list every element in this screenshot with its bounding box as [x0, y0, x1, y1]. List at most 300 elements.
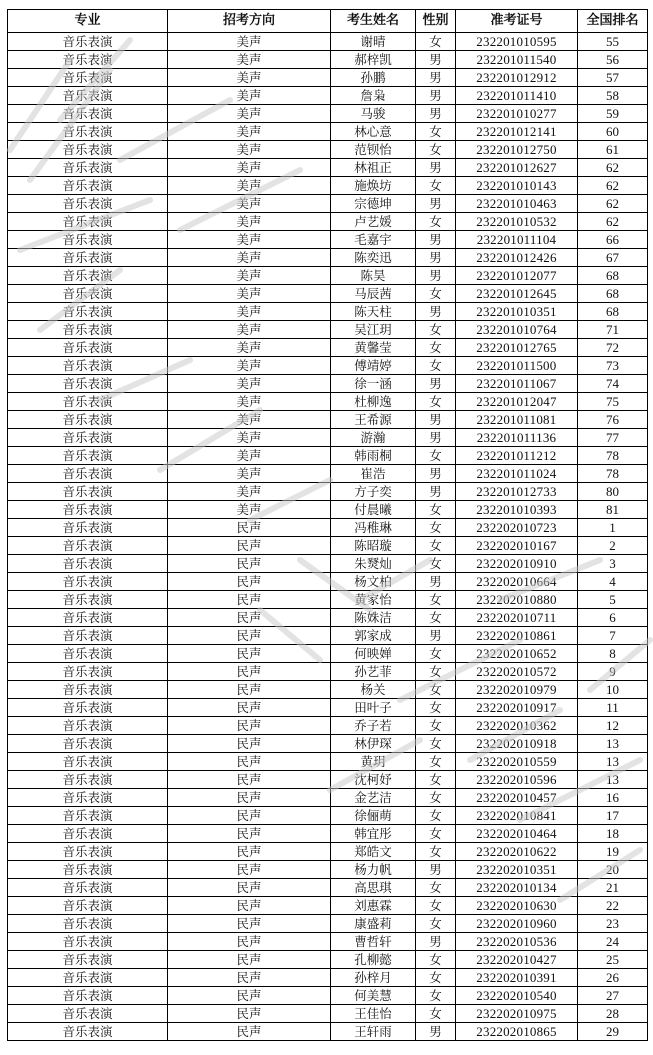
cell-major: 音乐表演: [8, 519, 168, 537]
cell-national-rank: 73: [578, 357, 648, 375]
cell-gender: 男: [416, 51, 456, 69]
cell-major: 音乐表演: [8, 789, 168, 807]
cell-exam-number: 232202010362: [456, 717, 578, 735]
cell-exam-number: 232202010652: [456, 645, 578, 663]
cell-gender: 男: [416, 69, 456, 87]
cell-direction: 民声: [168, 969, 331, 987]
table-row: [8, 159, 648, 177]
cell-student-name: 金艺洁: [331, 789, 416, 807]
cell-student-name: 康盛莉: [331, 915, 416, 933]
cell-gender: 女: [416, 447, 456, 465]
cell-student-name: 杨文柏: [331, 573, 416, 591]
cell-national-rank: 20: [578, 861, 648, 879]
table-row: [8, 699, 648, 717]
cell-major: 音乐表演: [8, 159, 168, 177]
cell-major: 音乐表演: [8, 699, 168, 717]
table-row: [8, 681, 648, 699]
cell-major: 音乐表演: [8, 231, 168, 249]
cell-student-name: 黄馨莹: [331, 339, 416, 357]
cell-gender: 女: [416, 177, 456, 195]
cell-major: 音乐表演: [8, 987, 168, 1005]
cell-national-rank: 4: [578, 573, 648, 591]
cell-national-rank: 68: [578, 303, 648, 321]
cell-gender: 女: [416, 681, 456, 699]
cell-national-rank: 8: [578, 645, 648, 663]
cell-major: 音乐表演: [8, 357, 168, 375]
cell-major: 音乐表演: [8, 141, 168, 159]
cell-exam-number: 232202010979: [456, 681, 578, 699]
cell-direction: 美声: [168, 51, 331, 69]
cell-direction: 民声: [168, 663, 331, 681]
cell-student-name: 林祖正: [331, 159, 416, 177]
cell-exam-number: 232201012426: [456, 249, 578, 267]
cell-exam-number: 232202010427: [456, 951, 578, 969]
cell-major: 音乐表演: [8, 411, 168, 429]
cell-student-name: 游瀚: [331, 429, 416, 447]
cell-gender: 女: [416, 123, 456, 141]
cell-gender: 男: [416, 303, 456, 321]
cell-major: 音乐表演: [8, 735, 168, 753]
table-row: [8, 231, 648, 249]
cell-student-name: 毛嘉宇: [331, 231, 416, 249]
cell-national-rank: 13: [578, 753, 648, 771]
table-row: [8, 735, 648, 753]
table-row: [8, 573, 648, 591]
cell-exam-number: 232202010865: [456, 1023, 578, 1041]
cell-exam-number: 232202010918: [456, 735, 578, 753]
cell-direction: 美声: [168, 231, 331, 249]
cell-national-rank: 62: [578, 213, 648, 231]
table-body: [8, 33, 648, 1041]
table-row: [8, 1023, 648, 1041]
table-row: [8, 285, 648, 303]
cell-student-name: 韩雨桐: [331, 447, 416, 465]
cell-major: 音乐表演: [8, 627, 168, 645]
cell-direction: 民声: [168, 681, 331, 699]
cell-major: 音乐表演: [8, 807, 168, 825]
cell-exam-number: 232202010910: [456, 555, 578, 573]
cell-major: 音乐表演: [8, 933, 168, 951]
cell-gender: 女: [416, 141, 456, 159]
table-row: [8, 429, 648, 447]
header-direction: 招考方向: [168, 10, 331, 33]
cell-student-name: 吴江玥: [331, 321, 416, 339]
header-exam-number: 准考证号: [456, 10, 578, 33]
cell-major: 音乐表演: [8, 663, 168, 681]
cell-national-rank: 62: [578, 177, 648, 195]
table-row: [8, 519, 648, 537]
cell-major: 音乐表演: [8, 573, 168, 591]
cell-exam-number: 232201011104: [456, 231, 578, 249]
cell-direction: 美声: [168, 339, 331, 357]
cell-direction: 美声: [168, 483, 331, 501]
cell-major: 音乐表演: [8, 123, 168, 141]
cell-national-rank: 29: [578, 1023, 648, 1041]
cell-exam-number: 232201010277: [456, 105, 578, 123]
cell-national-rank: 16: [578, 789, 648, 807]
cell-major: 音乐表演: [8, 753, 168, 771]
cell-direction: 民声: [168, 879, 331, 897]
cell-gender: 男: [416, 1023, 456, 1041]
cell-gender: 女: [416, 987, 456, 1005]
cell-direction: 美声: [168, 87, 331, 105]
cell-student-name: 郝梓凯: [331, 51, 416, 69]
cell-direction: 民声: [168, 609, 331, 627]
cell-student-name: 沈柯妤: [331, 771, 416, 789]
ranking-table: [7, 9, 648, 1041]
cell-gender: 女: [416, 699, 456, 717]
cell-gender: 男: [416, 375, 456, 393]
cell-national-rank: 71: [578, 321, 648, 339]
cell-major: 音乐表演: [8, 321, 168, 339]
cell-national-rank: 27: [578, 987, 648, 1005]
cell-student-name: 何映婵: [331, 645, 416, 663]
cell-exam-number: 232202010975: [456, 1005, 578, 1023]
table-row: [8, 177, 648, 195]
table-row: [8, 879, 648, 897]
cell-national-rank: 11: [578, 699, 648, 717]
cell-student-name: 林心意: [331, 123, 416, 141]
cell-direction: 美声: [168, 69, 331, 87]
cell-gender: 女: [416, 393, 456, 411]
cell-national-rank: 68: [578, 267, 648, 285]
cell-gender: 女: [416, 735, 456, 753]
cell-student-name: 黄家怡: [331, 591, 416, 609]
cell-national-rank: 23: [578, 915, 648, 933]
cell-gender: 女: [416, 519, 456, 537]
cell-student-name: 孙艺菲: [331, 663, 416, 681]
cell-exam-number: 232201011024: [456, 465, 578, 483]
cell-major: 音乐表演: [8, 69, 168, 87]
cell-gender: 女: [416, 285, 456, 303]
cell-gender: 男: [416, 573, 456, 591]
cell-exam-number: 232201011500: [456, 357, 578, 375]
cell-exam-number: 232202010464: [456, 825, 578, 843]
cell-major: 音乐表演: [8, 393, 168, 411]
table-row: [8, 465, 648, 483]
table-row: [8, 195, 648, 213]
cell-national-rank: 5: [578, 591, 648, 609]
table-row: [8, 717, 648, 735]
cell-major: 音乐表演: [8, 105, 168, 123]
cell-national-rank: 22: [578, 897, 648, 915]
header-name: 考生姓名: [331, 10, 416, 33]
cell-gender: 男: [416, 411, 456, 429]
cell-national-rank: 13: [578, 771, 648, 789]
cell-student-name: 杜柳逸: [331, 393, 416, 411]
cell-student-name: 刘惠霖: [331, 897, 416, 915]
table-row: [8, 897, 648, 915]
cell-student-name: 徐俪萌: [331, 807, 416, 825]
cell-major: 音乐表演: [8, 501, 168, 519]
header-major: 专业: [8, 10, 168, 33]
cell-major: 音乐表演: [8, 681, 168, 699]
cell-national-rank: 78: [578, 447, 648, 465]
cell-exam-number: 232201010595: [456, 33, 578, 51]
cell-gender: 男: [416, 195, 456, 213]
cell-direction: 美声: [168, 123, 331, 141]
cell-major: 音乐表演: [8, 609, 168, 627]
cell-national-rank: 19: [578, 843, 648, 861]
cell-student-name: 曹哲轩: [331, 933, 416, 951]
table-row: [8, 753, 648, 771]
cell-student-name: 郭家成: [331, 627, 416, 645]
cell-major: 音乐表演: [8, 969, 168, 987]
table-row: [8, 375, 648, 393]
cell-national-rank: 18: [578, 825, 648, 843]
cell-exam-number: 232201012627: [456, 159, 578, 177]
cell-direction: 民声: [168, 771, 331, 789]
cell-exam-number: 232202010351: [456, 861, 578, 879]
table-row: [8, 555, 648, 573]
table-row: [8, 357, 648, 375]
table-row: [8, 537, 648, 555]
cell-direction: 美声: [168, 465, 331, 483]
table-row: [8, 321, 648, 339]
cell-direction: 民声: [168, 645, 331, 663]
cell-national-rank: 1: [578, 519, 648, 537]
cell-major: 音乐表演: [8, 771, 168, 789]
cell-student-name: 陈昊: [331, 267, 416, 285]
cell-exam-number: 232202010841: [456, 807, 578, 825]
cell-major: 音乐表演: [8, 879, 168, 897]
cell-exam-number: 232202010559: [456, 753, 578, 771]
cell-major: 音乐表演: [8, 465, 168, 483]
cell-direction: 美声: [168, 411, 331, 429]
table-row: [8, 645, 648, 663]
cell-student-name: 谢晴: [331, 33, 416, 51]
cell-exam-number: 232201010764: [456, 321, 578, 339]
cell-major: 音乐表演: [8, 825, 168, 843]
table-row: [8, 141, 648, 159]
cell-gender: 女: [416, 825, 456, 843]
cell-direction: 美声: [168, 285, 331, 303]
cell-major: 音乐表演: [8, 1023, 168, 1041]
cell-major: 音乐表演: [8, 249, 168, 267]
cell-national-rank: 66: [578, 231, 648, 249]
cell-direction: 民声: [168, 627, 331, 645]
cell-major: 音乐表演: [8, 285, 168, 303]
cell-national-rank: 25: [578, 951, 648, 969]
cell-major: 音乐表演: [8, 897, 168, 915]
cell-gender: 女: [416, 1005, 456, 1023]
cell-major: 音乐表演: [8, 483, 168, 501]
cell-exam-number: 232202010917: [456, 699, 578, 717]
cell-exam-number: 232201012733: [456, 483, 578, 501]
cell-direction: 民声: [168, 735, 331, 753]
cell-direction: 民声: [168, 933, 331, 951]
cell-student-name: 方子奕: [331, 483, 416, 501]
cell-national-rank: 62: [578, 159, 648, 177]
cell-gender: 男: [416, 483, 456, 501]
cell-direction: 民声: [168, 591, 331, 609]
cell-student-name: 王轩雨: [331, 1023, 416, 1041]
cell-direction: 美声: [168, 501, 331, 519]
cell-national-rank: 21: [578, 879, 648, 897]
cell-national-rank: 26: [578, 969, 648, 987]
table-row: [8, 933, 648, 951]
cell-national-rank: 12: [578, 717, 648, 735]
cell-national-rank: 61: [578, 141, 648, 159]
table-row: [8, 861, 648, 879]
table-row: [8, 339, 648, 357]
cell-direction: 美声: [168, 249, 331, 267]
cell-national-rank: 17: [578, 807, 648, 825]
cell-direction: 美声: [168, 159, 331, 177]
table-row: [8, 591, 648, 609]
table-row: [8, 249, 648, 267]
cell-exam-number: 232202010880: [456, 591, 578, 609]
cell-national-rank: 9: [578, 663, 648, 681]
cell-gender: 男: [416, 267, 456, 285]
cell-gender: 女: [416, 717, 456, 735]
cell-exam-number: 232201011067: [456, 375, 578, 393]
table-row: [8, 105, 648, 123]
cell-gender: 男: [416, 231, 456, 249]
table-row: [8, 915, 648, 933]
cell-national-rank: 76: [578, 411, 648, 429]
cell-direction: 民声: [168, 861, 331, 879]
cell-student-name: 黄玥: [331, 753, 416, 771]
table-row: [8, 969, 648, 987]
cell-exam-number: 232201012912: [456, 69, 578, 87]
cell-gender: 女: [416, 771, 456, 789]
cell-student-name: 王希源: [331, 411, 416, 429]
table-row: [8, 609, 648, 627]
cell-exam-number: 232202010391: [456, 969, 578, 987]
cell-national-rank: 68: [578, 285, 648, 303]
cell-gender: 男: [416, 933, 456, 951]
cell-direction: 民声: [168, 1005, 331, 1023]
cell-direction: 民声: [168, 987, 331, 1005]
cell-student-name: 陈奕迅: [331, 249, 416, 267]
cell-student-name: 孙梓月: [331, 969, 416, 987]
cell-national-rank: 72: [578, 339, 648, 357]
cell-direction: 美声: [168, 303, 331, 321]
cell-exam-number: 232201010351: [456, 303, 578, 321]
cell-direction: 民声: [168, 519, 331, 537]
cell-exam-number: 232201011081: [456, 411, 578, 429]
cell-student-name: 郑皓文: [331, 843, 416, 861]
cell-national-rank: 78: [578, 465, 648, 483]
cell-student-name: 范钡怡: [331, 141, 416, 159]
cell-student-name: 马骏: [331, 105, 416, 123]
cell-gender: 女: [416, 555, 456, 573]
table-row: [8, 663, 648, 681]
cell-national-rank: 59: [578, 105, 648, 123]
cell-gender: 女: [416, 609, 456, 627]
table-row: [8, 303, 648, 321]
cell-national-rank: 13: [578, 735, 648, 753]
cell-direction: 美声: [168, 213, 331, 231]
cell-gender: 女: [416, 339, 456, 357]
cell-major: 音乐表演: [8, 717, 168, 735]
cell-national-rank: 6: [578, 609, 648, 627]
cell-exam-number: 232201011136: [456, 429, 578, 447]
cell-gender: 男: [416, 105, 456, 123]
cell-student-name: 詹枭: [331, 87, 416, 105]
cell-exam-number: 232202010167: [456, 537, 578, 555]
cell-direction: 民声: [168, 951, 331, 969]
cell-gender: 男: [416, 627, 456, 645]
cell-exam-number: 232202010134: [456, 879, 578, 897]
cell-gender: 女: [416, 537, 456, 555]
table-row: [8, 501, 648, 519]
cell-student-name: 陈昭璇: [331, 537, 416, 555]
cell-major: 音乐表演: [8, 537, 168, 555]
cell-student-name: 杨关: [331, 681, 416, 699]
cell-student-name: 傅靖婷: [331, 357, 416, 375]
cell-major: 音乐表演: [8, 267, 168, 285]
cell-student-name: 朱燹灿: [331, 555, 416, 573]
cell-exam-number: 232202010960: [456, 915, 578, 933]
cell-major: 音乐表演: [8, 195, 168, 213]
cell-direction: 美声: [168, 33, 331, 51]
cell-student-name: 宗德坤: [331, 195, 416, 213]
cell-national-rank: 10: [578, 681, 648, 699]
cell-direction: 美声: [168, 105, 331, 123]
cell-exam-number: 232201012047: [456, 393, 578, 411]
cell-gender: 女: [416, 357, 456, 375]
cell-gender: 女: [416, 753, 456, 771]
cell-major: 音乐表演: [8, 303, 168, 321]
cell-exam-number: 232201011410: [456, 87, 578, 105]
cell-direction: 美声: [168, 267, 331, 285]
cell-gender: 男: [416, 87, 456, 105]
table-row: [8, 843, 648, 861]
cell-direction: 美声: [168, 321, 331, 339]
cell-student-name: 乔子若: [331, 717, 416, 735]
cell-gender: 男: [416, 249, 456, 267]
cell-national-rank: 24: [578, 933, 648, 951]
table-row: [8, 51, 648, 69]
cell-direction: 民声: [168, 717, 331, 735]
cell-student-name: 王佳怡: [331, 1005, 416, 1023]
cell-major: 音乐表演: [8, 591, 168, 609]
table-row: [8, 123, 648, 141]
cell-exam-number: 232202010711: [456, 609, 578, 627]
cell-student-name: 高思琪: [331, 879, 416, 897]
cell-direction: 民声: [168, 573, 331, 591]
cell-student-name: 孔柳懿: [331, 951, 416, 969]
cell-gender: 女: [416, 843, 456, 861]
cell-national-rank: 2: [578, 537, 648, 555]
table-row: [8, 213, 648, 231]
cell-student-name: 马辰茜: [331, 285, 416, 303]
cell-gender: 女: [416, 501, 456, 519]
cell-exam-number: 232201012141: [456, 123, 578, 141]
cell-student-name: 孙鹏: [331, 69, 416, 87]
cell-direction: 美声: [168, 141, 331, 159]
cell-direction: 民声: [168, 897, 331, 915]
table-row: [8, 483, 648, 501]
cell-direction: 民声: [168, 915, 331, 933]
cell-national-rank: 81: [578, 501, 648, 519]
table-row: [8, 1005, 648, 1023]
cell-student-name: 施焕坊: [331, 177, 416, 195]
table-row: [8, 987, 648, 1005]
cell-gender: 女: [416, 213, 456, 231]
cell-direction: 民声: [168, 699, 331, 717]
cell-gender: 男: [416, 465, 456, 483]
cell-major: 音乐表演: [8, 555, 168, 573]
cell-national-rank: 55: [578, 33, 648, 51]
cell-national-rank: 56: [578, 51, 648, 69]
cell-exam-number: 232202010457: [456, 789, 578, 807]
cell-major: 音乐表演: [8, 51, 168, 69]
table-row: [8, 951, 648, 969]
cell-student-name: 林伊琛: [331, 735, 416, 753]
